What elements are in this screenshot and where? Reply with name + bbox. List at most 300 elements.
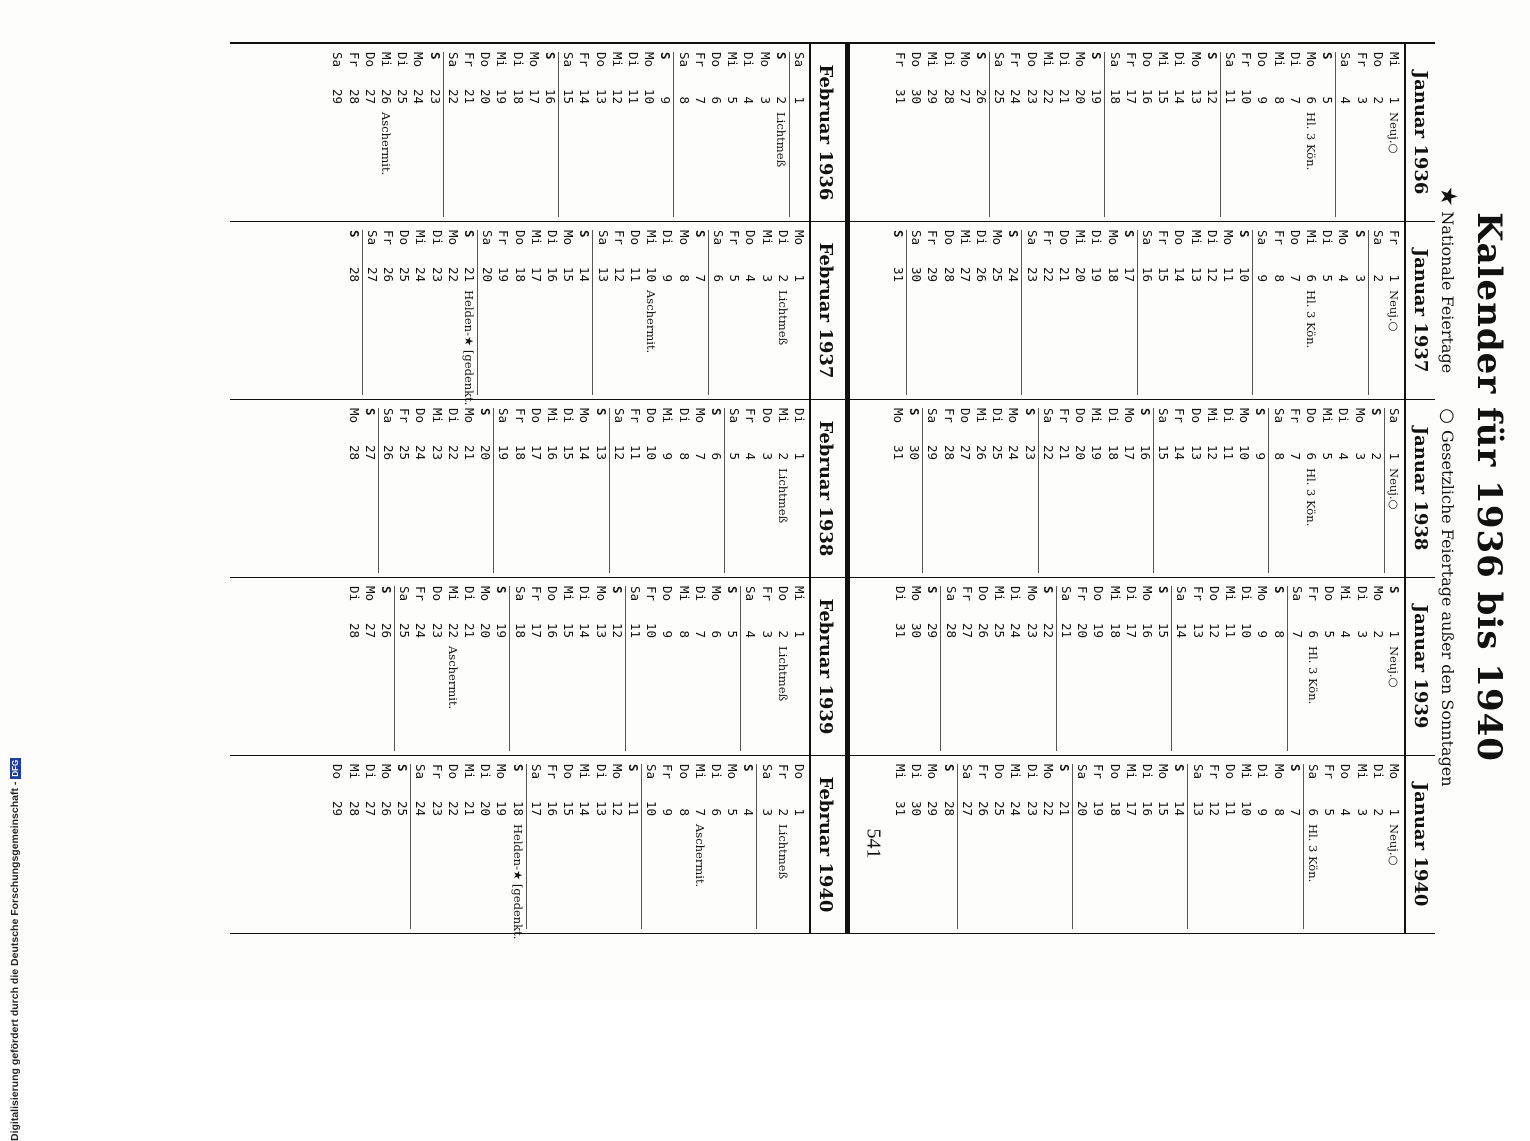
day-row	[641, 52, 657, 217]
day-row	[412, 764, 428, 929]
weekday-label: Sa	[1040, 408, 1056, 424]
weekday-label: Di	[1336, 408, 1352, 424]
calendar-grid	[230, 42, 1435, 940]
weekday-label: S	[1006, 230, 1022, 238]
weekday-label: Fr	[577, 52, 593, 68]
day-number: 7	[692, 452, 708, 460]
day-row	[675, 230, 691, 395]
day-row	[791, 230, 807, 395]
weekday-label: Fr	[380, 230, 396, 246]
weekday-label: S	[1172, 764, 1188, 772]
holiday-note: Hl. 3 Kön.	[1303, 290, 1318, 349]
day-number: 7	[1287, 274, 1303, 282]
weekday-label: Di	[1255, 764, 1271, 780]
day-row	[1222, 764, 1238, 929]
day-number: 30	[909, 266, 925, 282]
day-number: 22	[445, 444, 461, 460]
weekday-label: Mo	[411, 52, 427, 68]
weekday-label: Sa	[330, 52, 346, 68]
day-number: 22	[1040, 800, 1056, 816]
day-row	[1171, 52, 1187, 217]
day-number: 28	[346, 266, 362, 282]
day-number: 15	[561, 800, 577, 816]
weekday-label: Mo	[1156, 764, 1172, 780]
weekday-label: Fr	[413, 586, 429, 602]
weekday-label: Sa	[496, 408, 512, 424]
day-number: 4	[741, 96, 757, 104]
day-number: 19	[496, 266, 512, 282]
day-row	[1252, 408, 1269, 573]
day-number: 7	[692, 96, 708, 104]
day-number: 24	[1008, 800, 1024, 816]
weekday-label: Di	[708, 764, 724, 780]
day-row	[362, 764, 378, 929]
day-number: 10	[644, 444, 660, 460]
day-row	[493, 52, 509, 217]
weekday-label: Do	[1338, 764, 1354, 780]
weekday-label: Sa	[1338, 52, 1354, 68]
weekday-label: Do	[478, 52, 494, 68]
day-row	[924, 586, 941, 751]
january-block	[845, 578, 1435, 755]
day-row	[625, 764, 642, 929]
weekday-label: Di	[1139, 764, 1155, 780]
weekday-label: Mi	[1303, 230, 1319, 246]
day-list	[890, 222, 1404, 399]
weekday-label: Mo	[1220, 230, 1236, 246]
day-number: 20	[478, 444, 494, 460]
day-row	[378, 586, 395, 751]
day-number: 4	[1338, 808, 1354, 816]
day-row	[1090, 764, 1106, 929]
day-number: 18	[1107, 88, 1123, 104]
holiday-note: Neuj.○	[1387, 468, 1401, 510]
weekday-label: Sa	[743, 586, 759, 602]
day-row	[378, 764, 394, 929]
day-row	[1040, 586, 1057, 751]
day-number: 13	[1188, 444, 1204, 460]
day-row	[1353, 586, 1369, 751]
day-row	[1021, 408, 1038, 573]
day-number: 19	[494, 800, 510, 816]
weekday-label: Fr	[1305, 586, 1321, 602]
weekday-label: Mi	[1354, 764, 1370, 780]
day-row	[940, 408, 956, 573]
day-row	[509, 764, 526, 940]
day-row	[362, 408, 379, 573]
day-row	[1353, 52, 1369, 217]
day-row	[991, 52, 1007, 217]
weekday-label: S	[1387, 586, 1402, 594]
day-number: 7	[692, 274, 708, 282]
weekday-label: Mi	[692, 764, 708, 780]
day-number: 21	[461, 622, 477, 638]
day-row	[890, 230, 907, 395]
weekday-label: S	[1253, 408, 1269, 416]
day-number: 13	[593, 444, 609, 460]
day-list	[329, 756, 809, 940]
day-row	[445, 52, 461, 217]
day-row	[560, 586, 576, 751]
weekday-label: Mo	[725, 764, 741, 780]
day-row	[1204, 230, 1220, 395]
weekday-label: Mo	[1370, 586, 1386, 602]
holiday-note: Aschermit.	[644, 290, 659, 354]
weekday-label: Mi	[925, 52, 941, 68]
weekday-label: Di	[346, 586, 362, 602]
weekday-label: Mo	[1073, 52, 1089, 68]
day-row	[892, 586, 908, 751]
weekday-label: Fr	[660, 764, 676, 780]
day-number: 9	[1255, 274, 1271, 282]
day-row	[1270, 408, 1286, 573]
weekday-label: Do	[544, 586, 560, 602]
day-row	[1072, 52, 1088, 217]
day-row	[611, 230, 627, 395]
day-number: 5	[727, 274, 743, 282]
weekday-label: Sa	[1305, 764, 1321, 780]
weekday-label: Do	[743, 230, 759, 246]
weekday-label: S	[593, 408, 609, 416]
day-number: 13	[593, 88, 609, 104]
day-row	[1305, 586, 1321, 751]
day-number: 12	[1204, 88, 1220, 104]
weekday-label: Do	[708, 52, 724, 68]
day-number: 21	[1056, 88, 1072, 104]
day-number: 9	[660, 452, 676, 460]
weekday-label: S	[346, 230, 362, 238]
day-number: 21	[461, 800, 477, 816]
weekday-label: Sa	[445, 52, 461, 68]
weekday-label: Do	[1206, 586, 1222, 602]
day-number: 22	[445, 622, 461, 638]
weekday-label: S	[708, 408, 724, 416]
weekday-label: Sa	[1174, 586, 1190, 602]
day-row	[380, 408, 396, 573]
day-row	[791, 764, 807, 929]
day-row	[1303, 52, 1319, 217]
weekday-label: Mo	[609, 764, 625, 780]
weekday-label: Fr	[759, 586, 775, 602]
weekday-label: Mi	[561, 586, 577, 602]
day-number: 20	[480, 266, 496, 282]
day-number: 11	[1220, 444, 1236, 460]
day-row	[1368, 408, 1385, 573]
day-number: 26	[973, 444, 989, 460]
weekday-label: S	[1137, 408, 1153, 416]
day-number: 5	[725, 808, 741, 816]
weekday-label: Di	[1354, 586, 1370, 602]
day-row	[975, 586, 991, 751]
circle-icon: ○	[1437, 408, 1458, 425]
day-row	[1123, 764, 1139, 929]
side-note-text: Digitalisierung gefördert durch die Deutsche Forschungsgemeinschaft -	[9, 781, 21, 1141]
day-row	[708, 586, 724, 751]
weekday-label: S	[1287, 764, 1303, 772]
day-number: 26	[380, 444, 396, 460]
month-header: Januar 1938	[1404, 400, 1435, 577]
weekday-label: Di	[676, 408, 692, 424]
weekday-label: Di	[1204, 230, 1220, 246]
weekday-label: Sa	[1255, 230, 1271, 246]
day-number: 6	[708, 808, 724, 816]
day-number: 16	[1139, 266, 1155, 282]
day-list	[345, 578, 809, 755]
weekday-label: S	[577, 230, 593, 238]
day-number: 15	[561, 444, 577, 460]
day-number: 12	[609, 88, 625, 104]
day-number: 20	[478, 800, 494, 816]
day-row	[412, 408, 428, 573]
day-number: 3	[759, 452, 775, 460]
day-row	[908, 52, 924, 217]
day-number: 2	[775, 630, 791, 638]
day-number: 31	[890, 266, 906, 282]
weekday-label: Mo	[561, 230, 577, 246]
day-number: 19	[1089, 266, 1105, 282]
day-number: 17	[528, 266, 544, 282]
day-number: 9	[660, 808, 676, 816]
day-number: 25	[992, 800, 1008, 816]
day-number: 27	[362, 88, 378, 104]
weekday-label: Fr	[743, 408, 759, 424]
weekday-label: Mo	[792, 230, 807, 246]
day-number: 4	[743, 452, 759, 460]
day-number: 6	[1303, 274, 1319, 282]
day-row	[461, 230, 478, 406]
weekday-label: Fr	[892, 52, 908, 68]
day-row	[742, 408, 758, 573]
day-row	[692, 764, 708, 929]
day-number: 11	[627, 266, 643, 282]
day-row	[1319, 230, 1335, 395]
day-number: 19	[1091, 622, 1107, 638]
weekday-label: Sa	[1387, 408, 1402, 424]
day-number: 26	[378, 622, 394, 638]
weekday-label: Mo	[1303, 52, 1319, 68]
weekday-label: Fr	[644, 586, 660, 602]
day-row	[924, 408, 940, 573]
day-row	[1289, 586, 1305, 751]
day-number: 17	[1121, 444, 1137, 460]
day-number: 13	[1188, 266, 1204, 282]
day-row	[1270, 764, 1286, 929]
day-number: 23	[1024, 266, 1040, 282]
day-row	[592, 764, 608, 929]
weekday-label: Sa	[676, 52, 692, 68]
weekday-label: Mi	[892, 764, 908, 780]
year-column	[230, 44, 1435, 222]
day-number: 18	[512, 266, 528, 282]
day-number: 10	[644, 622, 660, 638]
weekday-label: S	[1368, 408, 1384, 416]
weekday-label: S	[907, 408, 923, 416]
weekday-label: Fr	[611, 230, 627, 246]
day-row	[1353, 764, 1369, 929]
day-number: 20	[1073, 444, 1089, 460]
day-row	[528, 764, 544, 929]
day-row	[1173, 586, 1189, 751]
weekday-label: Sa	[611, 408, 627, 424]
day-row	[1074, 586, 1090, 751]
holiday-note: Lichtmeß	[773, 112, 788, 168]
weekday-label: Sa	[909, 230, 925, 246]
weekday-label: Fr	[1387, 230, 1402, 246]
day-row	[477, 52, 493, 217]
weekday-label: Di	[775, 230, 791, 246]
day-number: 18	[512, 444, 528, 460]
day-row	[627, 408, 643, 573]
day-row	[329, 764, 345, 929]
day-number: 19	[1089, 88, 1105, 104]
day-number: 15	[1156, 622, 1172, 638]
day-row	[659, 586, 675, 751]
weekday-label: Mi	[528, 230, 544, 246]
day-number: 26	[973, 88, 989, 104]
day-row	[1056, 764, 1073, 929]
weekday-label: Fr	[975, 764, 991, 780]
day-number: 12	[609, 800, 625, 816]
day-row	[1106, 52, 1122, 217]
day-row	[692, 230, 709, 395]
weekday-label: Mi	[1040, 52, 1056, 68]
day-list	[892, 44, 1404, 221]
day-row	[924, 230, 940, 395]
day-number: 27	[957, 444, 973, 460]
day-number: 29	[330, 800, 346, 816]
day-row	[1139, 586, 1155, 751]
day-number: 21	[1056, 800, 1072, 816]
weekday-label: Do	[429, 586, 445, 602]
day-number: 25	[395, 88, 411, 104]
day-number: 22	[1040, 622, 1056, 638]
calendar-sheet	[210, 12, 1515, 962]
weekday-label: Di	[561, 408, 577, 424]
day-number: 10	[644, 266, 660, 282]
day-number: 1	[792, 274, 807, 282]
weekday-label: Sa	[397, 586, 413, 602]
day-number: 14	[577, 444, 593, 460]
day-number: 18	[1107, 800, 1123, 816]
day-number: 27	[959, 622, 975, 638]
weekday-label: Do	[397, 230, 413, 246]
day-row	[461, 408, 477, 573]
day-number: 27	[362, 800, 378, 816]
day-number: 8	[1271, 274, 1287, 282]
day-number: 5	[1322, 808, 1338, 816]
day-number: 8	[1271, 452, 1287, 460]
day-row	[592, 586, 608, 751]
day-number: 22	[1040, 444, 1056, 460]
day-row	[758, 586, 774, 751]
holiday-note: Lichtmeß	[775, 468, 790, 524]
day-row	[1204, 408, 1220, 573]
weekday-label: Mo	[1271, 764, 1287, 780]
day-number: 22	[445, 800, 461, 816]
weekday-label: Do	[644, 408, 660, 424]
day-number: 8	[1271, 808, 1287, 816]
day-row	[659, 230, 675, 395]
weekday-label: Sa	[925, 408, 941, 424]
day-row	[775, 230, 791, 395]
day-number: 28	[941, 88, 957, 104]
day-number: 26	[975, 800, 991, 816]
day-row	[544, 230, 560, 395]
day-row	[1270, 586, 1287, 751]
weekday-label: S	[395, 764, 411, 772]
day-row	[544, 408, 560, 573]
weekday-label: Mi	[1204, 408, 1220, 424]
weekday-label: Do	[362, 52, 378, 68]
day-number: 24	[411, 88, 427, 104]
day-number: 16	[1139, 622, 1155, 638]
day-row	[1386, 586, 1402, 751]
weekday-label: Di	[792, 408, 807, 424]
weekday-label: Do	[1222, 764, 1238, 780]
day-row	[906, 408, 923, 573]
day-row	[1254, 764, 1270, 929]
day-number: 15	[1156, 800, 1172, 816]
day-row	[1088, 52, 1105, 217]
day-row	[740, 764, 757, 929]
day-list	[345, 222, 809, 406]
weekday-label: Do	[957, 408, 973, 424]
weekday-label: Do	[413, 408, 429, 424]
day-row	[710, 230, 726, 395]
day-number: 1	[792, 452, 807, 460]
day-number: 1	[1387, 96, 1402, 104]
holiday-note: Hl. 3 Kön.	[1303, 468, 1318, 527]
day-number: 3	[1352, 452, 1368, 460]
day-number: 24	[413, 444, 429, 460]
day-number: 19	[1089, 444, 1105, 460]
day-row	[908, 764, 924, 929]
day-row	[1220, 408, 1236, 573]
day-number: 22	[1040, 266, 1056, 282]
day-row	[1370, 586, 1386, 751]
day-number: 14	[1172, 88, 1188, 104]
weekday-label: Di	[445, 408, 461, 424]
day-number: 28	[346, 88, 362, 104]
day-number: 2	[775, 452, 791, 460]
weekday-label: Mi	[792, 586, 807, 602]
day-row	[973, 52, 990, 217]
weekday-label: Do	[676, 764, 692, 780]
day-row	[1056, 230, 1072, 395]
weekday-label: Mo	[990, 230, 1006, 246]
day-number: 19	[494, 622, 510, 638]
day-row	[1056, 408, 1072, 573]
day-number: 20	[1073, 266, 1089, 282]
day-number: 7	[1287, 452, 1303, 460]
weekday-label: Mi	[494, 52, 510, 68]
day-number: 14	[577, 88, 593, 104]
weekday-label: S	[773, 52, 789, 60]
day-row	[1287, 764, 1304, 929]
day-row	[940, 230, 956, 395]
day-row	[1222, 52, 1238, 217]
day-number: 4	[1338, 96, 1354, 104]
weekday-label: Sa	[528, 764, 544, 780]
day-row	[495, 408, 511, 573]
weekday-label: Do	[1139, 52, 1155, 68]
day-number: 11	[627, 622, 643, 638]
day-number: 16	[544, 622, 560, 638]
day-number: 4	[1336, 452, 1352, 460]
weekday-label: Fr	[1354, 52, 1370, 68]
weekday-label: Mi	[445, 586, 461, 602]
weekday-label: Di	[1370, 764, 1386, 780]
